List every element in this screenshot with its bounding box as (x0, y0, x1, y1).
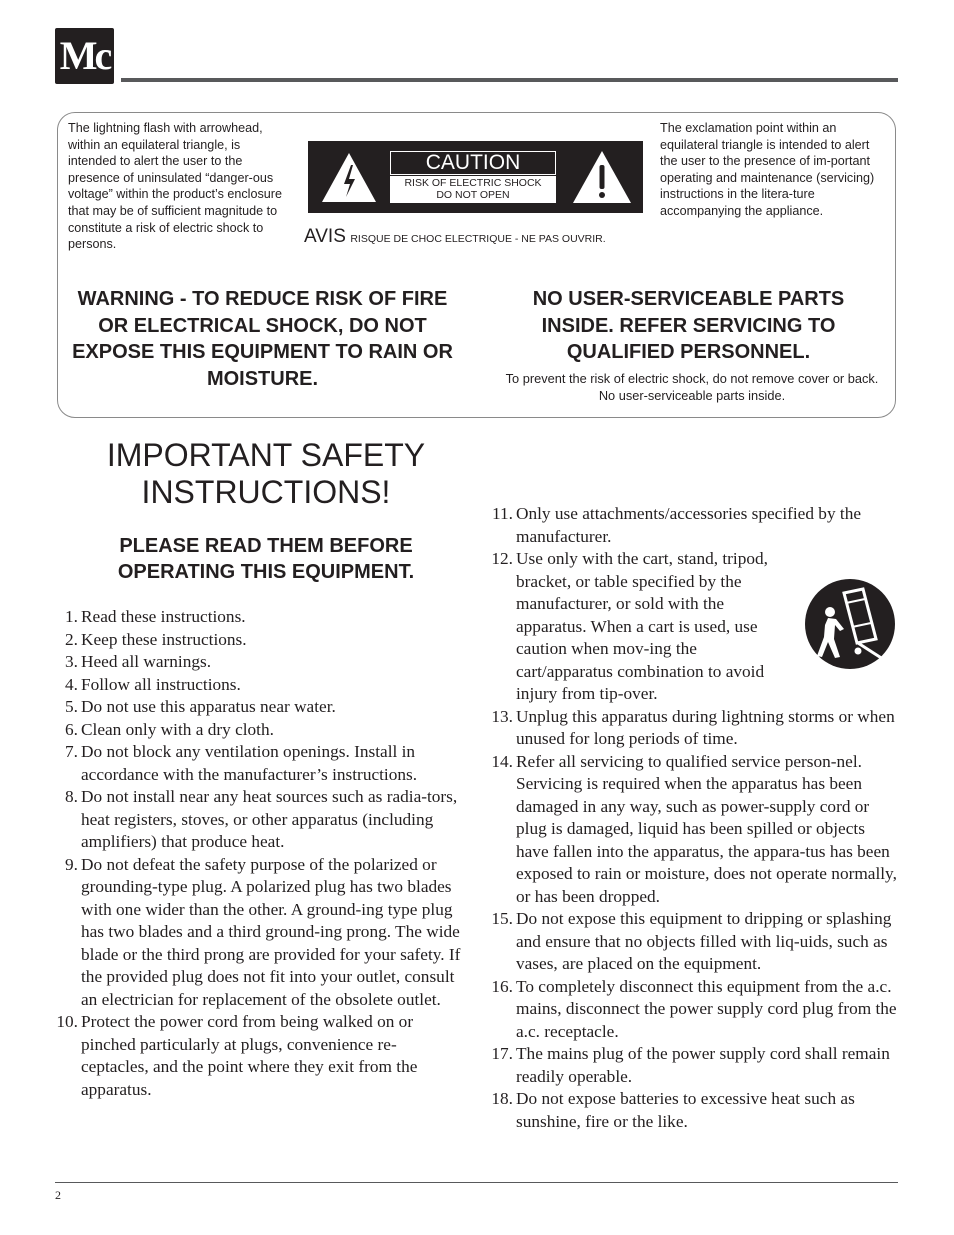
item-number: 4. (65, 674, 78, 694)
item-text: Do not block any ventilation openings. Install in accordance with the manufacturer’s instructions. (81, 742, 418, 784)
list-item (488, 908, 898, 976)
list-item (53, 719, 463, 742)
item-number: 7. (65, 742, 78, 761)
item-text: Do not expose this equipment to dripping or splashing and ensure that no objects filled with liq-uids, such as vases, are placed on the equipment. (516, 909, 892, 973)
list-item (53, 696, 463, 719)
list-item (53, 741, 463, 786)
item-text: Do not expose batteries to excessive heat such as sunshine, fire or the like. (516, 1089, 855, 1131)
item-number: 9. (65, 854, 78, 874)
item-text: To completely disconnect this equipment from the a.c. mains, disconnect the power supply cord plug from the a.c. receptacle. (516, 976, 897, 1041)
avis-text: RISQUE DE CHOC ELECTRIQUE - NE PAS OUVRIR. (350, 233, 606, 245)
mcintosh-logo (55, 28, 114, 84)
item-number: 8. (65, 787, 78, 806)
caution-word: CAUTION (390, 151, 556, 175)
item-number: 14. (491, 751, 513, 771)
instructions-list-left (53, 606, 463, 1101)
list-item (53, 629, 463, 652)
page-subtitle: PLEASE READ THEM BEFORE OPERATING THIS EQUIPMENT. (117, 535, 415, 583)
item-number: 11. (492, 504, 513, 523)
no-serviceable-parts-heading: NO USER-SERVICEABLE PARTS INSIDE. REFER SERVICING TO QUALIFIED PERSONNEL. (532, 288, 845, 363)
list-item (53, 606, 463, 629)
avis-word: AVIS (304, 226, 346, 247)
list-item (53, 1011, 463, 1101)
item-text: Heed all warnings. (81, 652, 212, 671)
list-item (488, 706, 898, 751)
list-item (53, 854, 463, 1012)
list-item (488, 751, 898, 909)
item-number: 12. (491, 549, 513, 568)
logo-text: Mc (59, 33, 110, 78)
item-text: Protect the power cord from being walked on or pinched particularly at plugs, convenience re-ceptacles, and the point where they exit from the apparatus. (81, 1012, 418, 1099)
list-item (488, 1088, 898, 1133)
item-text: Only use attachments/accessories specified by the manufacturer. (516, 504, 862, 546)
item-text: Refer all servicing to qualified service person-nel. Servicing is required when the apparatus has been damaged in any way, such as power-supply cord or plug is damaged, liquid has been spilled or objects have fallen into the apparatus, the appara-tus has been exposed to rain or moisture, does not operate normally, or has been dropped. (516, 751, 897, 906)
item-text: Do not install near any heat sources such as radia-tors, heat registers, stoves, or other apparatus (including amplifiers) that produce heat. (81, 787, 458, 851)
item-text: Keep these instructions. (81, 629, 247, 649)
lightning-triangle-icon (320, 151, 378, 204)
item-number: 18. (491, 1089, 513, 1108)
item-text: Do not defeat the safety purpose of the polarized or grounding-type plug. A polarized plug has two blades with one wider than the other. A ground-ing type plug has two blades and a third ground-ing prong. The wide blade or the third prong are provided for your safety. If the provided plug does not fit into your outlet, consult an electrician for replacement of the obsolete outlet. (81, 854, 461, 1009)
item-text: The mains plug of the power supply cord shall remain readily operable. (516, 1044, 890, 1086)
avis-line (304, 226, 606, 248)
item-number: 10. (56, 1012, 78, 1031)
moisture-warning-heading: WARNING - TO REDUCE RISK OF FIRE OR ELECTRICAL SHOCK, DO NOT EXPOSE THIS EQUIPMENT TO RAIN OR MOISTURE. (72, 288, 453, 390)
item-text: Clean only with a dry cloth. (81, 719, 274, 739)
exclamation-triangle-icon (571, 149, 633, 205)
item-number: 2. (65, 629, 78, 649)
item-number: 15. (491, 909, 513, 928)
list-item (488, 1043, 898, 1088)
item-number: 13. (491, 706, 513, 726)
footer-rule (55, 1182, 898, 1183)
item-text: Use only with the cart, stand, tripod, bracket, or table specified by the manufacturer, or sold with the apparatus. When a cart is used, use caution when mov-ing the cart/apparatus combination to avoid injury from tip-over. (516, 549, 768, 703)
caution-line-1: RISK OF ELECTRIC SHOCK (404, 177, 542, 189)
item-text: Follow all instructions. (81, 674, 241, 694)
item-number: 3. (65, 652, 78, 671)
caution-subtext (390, 176, 556, 203)
page-number: 2 (55, 1188, 61, 1202)
header-rule (121, 78, 898, 82)
list-item (53, 651, 463, 674)
page-title: IMPORTANT SAFETY INSTRUCTIONS! (106, 437, 426, 510)
item-text: Read these instructions. (81, 607, 246, 626)
caution-line-2: DO NOT OPEN (436, 188, 510, 201)
caution-label (390, 151, 556, 203)
list-item (488, 976, 898, 1044)
list-item (53, 786, 463, 854)
item-text: Unplug this apparatus during lightning storms or when unused for long periods of time. (516, 706, 895, 748)
exclamation-explanation: The exclamation point within an equilateral triangle is intended to alert the user to the presence of im-portant operating and maintenance (servicing) instructions in the litera-ture accompanying the appliance. (660, 121, 875, 218)
item-number: 1. (65, 607, 78, 626)
service-note: To prevent the risk of electric shock, do not remove cover or back. No user-serviceable parts inside. (505, 371, 879, 403)
cart-tip-over-warning-icon (800, 577, 900, 671)
item-number: 5. (65, 697, 78, 716)
item-text: Do not use this apparatus near water. (81, 697, 336, 716)
list-item (488, 503, 898, 548)
item-number: 17. (491, 1044, 513, 1063)
item-number: 6. (65, 719, 78, 739)
item-number: 16. (491, 976, 513, 996)
list-item (53, 674, 463, 697)
lightning-explanation: The lightning flash with arrowhead, within an equilateral triangle, is intended to alert the user to the presence of uninsulated “danger-ous voltage” within the product’s enclosure that may be of sufficient magnitude to constitute a risk of electric shock to persons. (68, 121, 282, 252)
